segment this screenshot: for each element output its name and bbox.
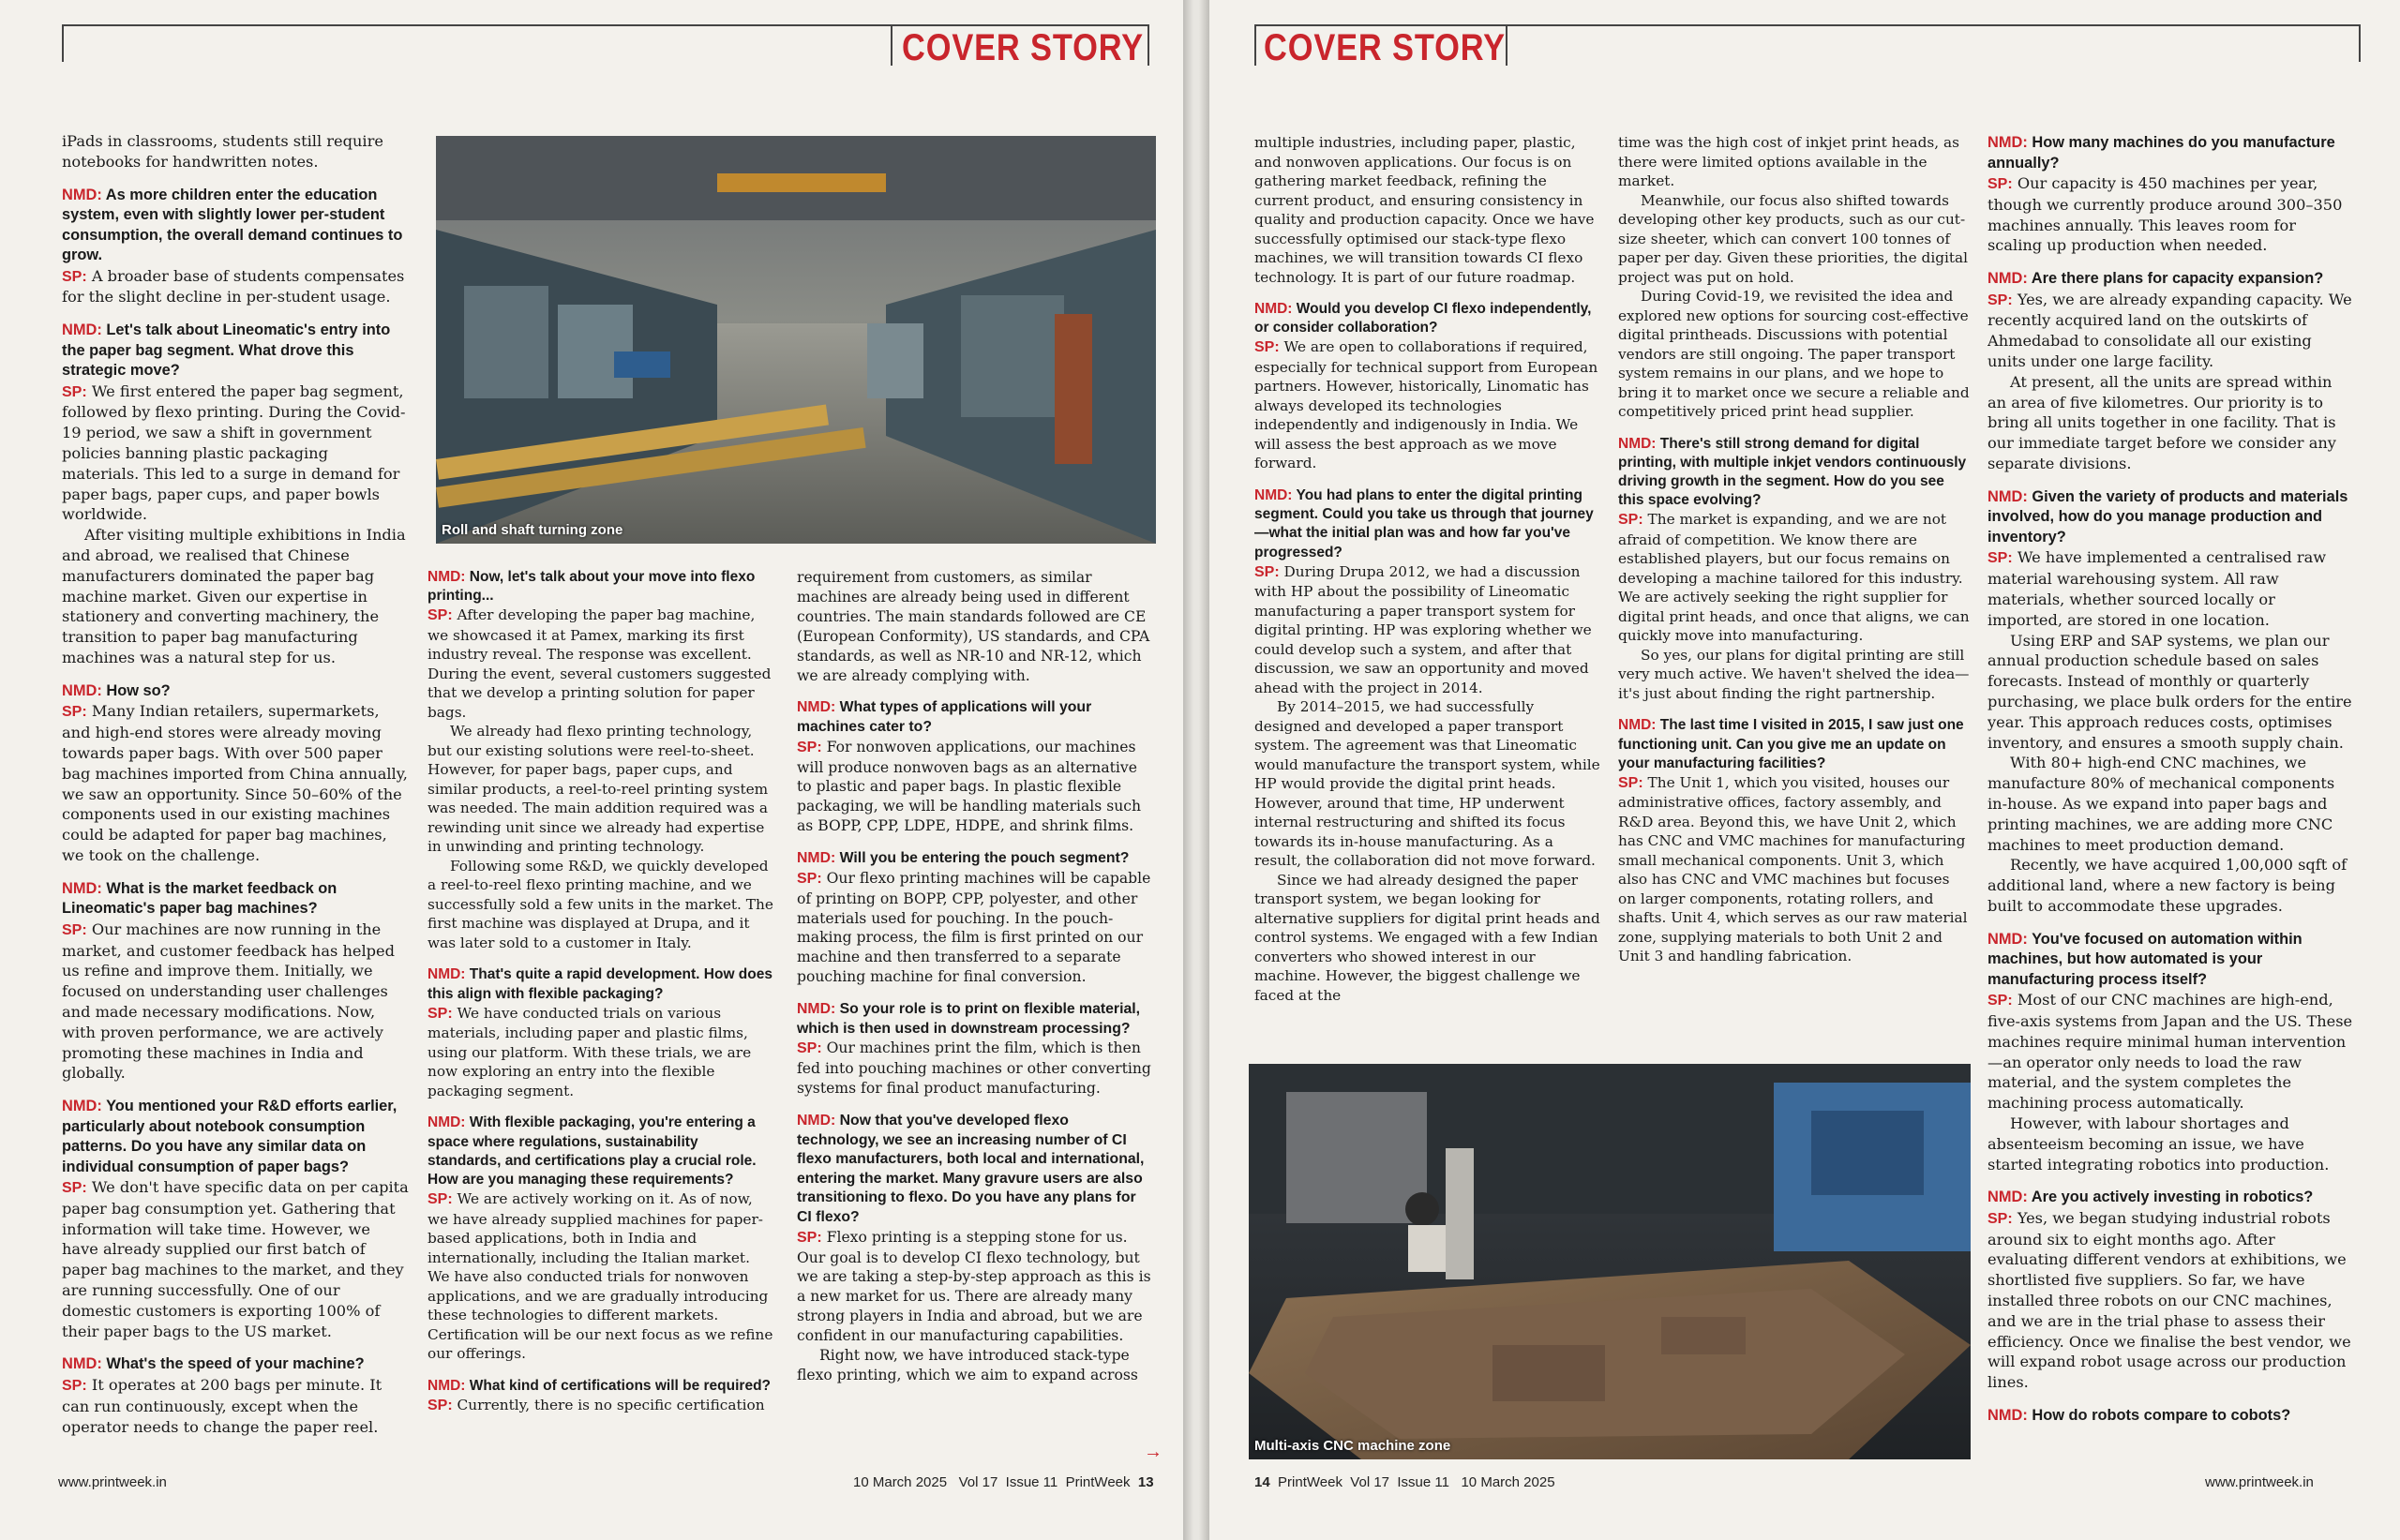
- answer-label: SP:: [62, 1377, 87, 1394]
- answer: [1988, 173, 2353, 256]
- question: [797, 849, 1153, 869]
- footer-mag: PrintWeek: [1278, 1474, 1342, 1490]
- factory-photo-image: [1249, 1064, 1971, 1459]
- question-text: Are you actively investing in robotics?: [2031, 1189, 2314, 1206]
- section-label: COVER STORY: [902, 27, 1144, 68]
- answer-text: Flexo printing is a stepping stone for us. Our goal is to develop CI flexo technology, but we are taking a step-by-step approach as this is a new market for us. There are already many strong players in India and abroad, but we are confident in our manufacturing capabilities.: [797, 1228, 1151, 1345]
- question-label: NMD:: [428, 569, 466, 585]
- paragraph: With 80+ high-end CNC machines, we manufacture 80% of mechanical components in-house. As we expand into paper bags and printing machines, we are adding more CNC machines to meet production demand.: [1988, 754, 2335, 854]
- paragraph: By 2014–2015, we had successfully designed and developed a paper transport system. The agreement was that Lineomatic would manufacture the transport system, while HP would provide the digital print heads. However, around that time, HP underwent internal restructuring and shifted its focus towards its in-house manufacturing. As a result, the collaboration did not move forward.: [1254, 698, 1600, 870]
- answer: [797, 738, 1153, 837]
- question-label: NMD:: [1988, 487, 2028, 505]
- question-text: There's still strong demand for digital printing, with multiple inkjet vendors continuously driving growth in the segment. How do you see this space evolving?: [1618, 435, 1967, 509]
- footer-mag: PrintWeek: [1065, 1474, 1131, 1490]
- answer-text: It operates at 200 bags per minute. It can run continuously, except when the operator needs to change the paper reel.: [62, 1375, 382, 1436]
- answer-text: A broader base of students compensates for the slight decline in per-student usage.: [62, 266, 405, 307]
- right-page: [1209, 0, 2400, 1540]
- answer-label: SP:: [62, 268, 87, 285]
- answer: [62, 920, 409, 1084]
- answer: [1254, 337, 1601, 473]
- question-label: NMD:: [1988, 930, 2028, 948]
- question: [797, 1112, 1153, 1228]
- answer: [62, 266, 409, 308]
- left-column-1: [62, 131, 409, 1462]
- section-label: COVER STORY: [1264, 27, 1506, 68]
- footer-date: 10 March 2025: [853, 1474, 948, 1490]
- answer-label: SP:: [62, 704, 87, 721]
- question: [1988, 930, 2353, 991]
- question-label: NMD:: [428, 966, 466, 983]
- paragraph: time was the high cost of inkjet print heads, as there were limited options available in the market.: [1618, 134, 1959, 189]
- question-text: You mentioned your R&D efforts earlier, particularly about notebook consumption patterns. Do you have any similar data on individual consumption of paper bags?: [62, 1098, 398, 1175]
- question-label: NMD:: [62, 879, 102, 897]
- answer-label: SP:: [1988, 292, 2013, 308]
- question: [428, 1114, 774, 1189]
- page-number: 14: [1254, 1474, 1270, 1490]
- answer-label: SP:: [1618, 512, 1643, 529]
- question-text: With flexible packaging, you're entering a space where regulations, sustainability standards, and certifications play a crucial role. How are you managing these requirements?: [428, 1114, 757, 1188]
- answer-label: SP:: [1988, 1210, 2013, 1227]
- footer-date: 10 March 2025: [1461, 1474, 1555, 1490]
- question-label: NMD:: [1254, 301, 1293, 317]
- paragraph: multiple industries, including paper, plastic, and nonwoven applications. Our focus is on gathering market feedback, refining the current product, and ensuring consistency in quality and production capacity. Once we have successfully optimised our stack-type flexo machines, we will transition towards CI flexo technology. It is part of our future roadmap.: [1254, 134, 1595, 286]
- answer: [1988, 547, 2353, 630]
- question: [1618, 716, 1970, 773]
- answer: [1988, 1208, 2353, 1393]
- question-text: You've focused on automation within machines, but how automated is your manufacturing process itself?: [1988, 930, 2302, 988]
- question-text: What's the speed of your machine?: [106, 1355, 365, 1373]
- header-rule-tick: [2359, 24, 2361, 62]
- left-column-2: [428, 568, 774, 1464]
- question: [797, 698, 1153, 737]
- answer-text: After developing the paper bag machine, we showcased it at Pamex, marking its first industry reveal. The response was excellent. During the event, several customers suggested that we develop a printing solution for paper bags.: [428, 606, 772, 721]
- footer-vol: Vol 17: [1350, 1474, 1390, 1490]
- paragraph: Recently, we have acquired 1,00,000 sqft of additional land, where a new factory is being built to accommodate these upgrades.: [1988, 856, 2348, 915]
- footer-folio: [853, 1474, 1154, 1490]
- question-label: NMD:: [797, 699, 836, 716]
- question-label: NMD:: [62, 1355, 102, 1373]
- question-label: NMD:: [797, 1001, 836, 1018]
- question: [428, 568, 774, 606]
- question-label: NMD:: [1618, 435, 1657, 452]
- question-label: NMD:: [1988, 270, 2028, 288]
- paragraph: However, with labour shortages and absenteeism becoming an issue, we have started integrating robotics into production.: [1988, 1114, 2330, 1174]
- question-text: As more children enter the education system, even with slightly lower per-student consumption, the overall demand continues to grow.: [62, 186, 403, 264]
- question: [62, 681, 409, 702]
- question-text: You had plans to enter the digital printing segment. Could you take us through that journey—what the initial plan was and how far you've progressed?: [1254, 486, 1594, 561]
- answer-text: Most of our CNC machines are high-end, five-axis systems from Japan and the US. These machines require minimal human intervention—an operator only needs to load the raw material, and the system completes the machining process automatically.: [1988, 991, 2353, 1113]
- footer-website: www.printweek.in: [58, 1474, 167, 1490]
- factory-photo-roll-shaft: [436, 136, 1156, 544]
- photo-caption: Multi-axis CNC machine zone: [1254, 1438, 1451, 1454]
- question: [62, 186, 409, 266]
- answer-text: We are open to collaborations if required, especially for technical support from European partners. However, historically, Linomatic has always developed its technologies independently and indigenously in India. We will assess the best approach as we move forward.: [1254, 338, 1598, 472]
- question-label: NMD:: [428, 1114, 466, 1131]
- question: [62, 1354, 409, 1375]
- question-label: NMD:: [797, 1113, 836, 1129]
- answer-label: SP:: [797, 870, 822, 887]
- answer-text: The Unit 1, which you visited, houses our administrative offices, factory assembly, and R&D area. Beyond this, we have Unit 2, which has CNC and VMC machines for manufacturing small mechanical components. Unit 3, which also has CNC and VMC machines but focuses on larger components, rotating rollers, and shafts. Unit 4, which serves as our raw material zone, supplying materials to both Unit 2 and Unit 3 and handling fabrication.: [1618, 773, 1968, 965]
- question: [62, 321, 409, 381]
- paragraph: iPads in classrooms, students still require notebooks for handwritten notes.: [62, 132, 383, 171]
- question-text: The last time I visited in 2015, I saw just one functioning unit. Can you give me an update on your manufacturing facilities?: [1618, 717, 1964, 771]
- answer-text: Currently, there is no specific certification: [457, 1396, 765, 1413]
- answer: [428, 1004, 774, 1101]
- answer-text: During Drupa 2012, we had a discussion with HP about the possibility of Lineomatic manufacturing a paper transport system for digital printing. HP was exploring whether we could develop such a system, and after that discussion, we saw an opportunity and moved ahead with the project in 2014.: [1254, 562, 1592, 696]
- answer: [1618, 510, 1970, 646]
- right-column-2: [1618, 133, 1970, 1048]
- question: [1988, 269, 2353, 290]
- paragraph: requirement from customers, as similar machines are already being used in different countries. The main standards followed are CE (European Conformity), US standards, and CPA standards, as well as NR-10 and NR-12, which we are already complying with.: [797, 569, 1150, 684]
- answer-label: SP:: [428, 1005, 453, 1022]
- answer-text: We first entered the paper bag segment, followed by flexo printing. During the Covid-19 period, we saw a shift in government policies banning plastic packaging materials. This led to a surge in demand for paper bags, paper cups, and paper bowls worldwide.: [62, 381, 406, 524]
- answer: [428, 1189, 774, 1364]
- question-label: NMD:: [62, 186, 102, 203]
- question-label: NMD:: [1618, 717, 1657, 734]
- paragraph: We already had flexo printing technology, but our existing solutions were reel-to-sheet. However, for paper bags, paper cups, and similar products, a reel-to-reel printing system was needed. The main addition required was a rewinding unit since we already had expertise in unwinding and printing technology.: [428, 723, 769, 856]
- question: [428, 965, 774, 1003]
- question-text: Given the variety of products and materials involved, how do you manage production and inventory?: [1988, 487, 2348, 546]
- photo-caption: Roll and shaft turning zone: [442, 522, 623, 538]
- right-column-3: [1988, 133, 2353, 1470]
- continue-arrow-icon: →: [1144, 1442, 1162, 1462]
- answer-text: Many Indian retailers, supermarkets, and high-end stores were already moving towards paper bags. With over 500 paper bag machines imported from China annually, we saw an opportunity. Since 50–60% of the components used in our existing machines could be adapted for paper bag machines, we took on the challenge.: [62, 702, 408, 864]
- answer-text: We have conducted trials on various materials, including paper and plastic films, using our platform. With these trials, we are now exploring an entry into the flexible packaging segment.: [428, 1004, 752, 1099]
- question: [1618, 435, 1970, 511]
- question: [62, 1097, 409, 1177]
- answer-label: SP:: [428, 1191, 453, 1208]
- answer: [1618, 773, 1970, 966]
- answer: [1988, 290, 2353, 372]
- answer-label: SP:: [797, 1040, 822, 1057]
- question: [1988, 1406, 2353, 1427]
- question-label: NMD:: [1988, 1407, 2028, 1425]
- question-text: Will you be entering the pouch segment?: [839, 850, 1130, 867]
- question: [1254, 300, 1601, 337]
- question: [1988, 487, 2353, 548]
- page-gutter: [1183, 0, 1209, 1540]
- question: [1254, 486, 1601, 562]
- answer-text: Yes, we began studying industrial robots around six to eight months ago. After evaluating different vendors at exhibitions, we shortlisted five suppliers. So far, we have installed three robots on our CNC machines, and we are in the trial phase to assess their efficiency. Once we finalise the best vendor, we will expand robot usage across our production lines.: [1988, 1208, 2351, 1392]
- question-text: How many machines do you manufacture annually?: [1988, 134, 2335, 172]
- answer-text: We don't have specific data on per capita paper bag consumption yet. Gathering that information will take time. However, we have already supplied our first batch of paper bag machines to the market, and they are running successfully. One of our domestic customers is exporting 100% of their paper bags to the US market.: [62, 1178, 409, 1340]
- left-page: [0, 0, 1183, 1540]
- paragraph: Using ERP and SAP systems, we plan our annual production schedule based on sales forecasts. Instead of monthly or quarterly purchasing, we place bulk orders for the entire year. This approach reduces costs, optimises inventory, and ensures a smooth supply chain.: [1988, 631, 2352, 752]
- question-label: NMD:: [1254, 486, 1293, 503]
- paragraph: Right now, we have introduced stack-type flexo printing, which we aim to expand across: [797, 1347, 1138, 1383]
- question-text: That's quite a rapid development. How does this align with flexible packaging?: [428, 966, 772, 1002]
- footer-folio: [1254, 1474, 1555, 1490]
- question-text: How do robots compare to cobots?: [2032, 1407, 2291, 1425]
- answer-text: We have implemented a centralised raw material warehousing system. All raw materials, whether sourced locally or imported, are stored in one location.: [1988, 548, 2327, 629]
- header-rule-tick: [62, 24, 64, 62]
- answer: [1254, 562, 1601, 698]
- answer-text: Our machines are now running in the market, and customer feedback has helped us refine and improve them. Initially, we focused on understanding user challenges and made necessary modifications. Now, with proven performance, we are actively promoting these machines in India and globally.: [62, 920, 395, 1083]
- footer-issue: Issue 11: [1397, 1474, 1449, 1490]
- answer-text: The market is expanding, and we are not afraid of competition. We know there are established players, but our focus remains on developing a machine tailored for this industry. We are actively seeking the right supplier for digital print heads, and once that aligns, we can quickly move into manufacturing.: [1618, 511, 1970, 645]
- answer-label: SP:: [1988, 550, 2013, 567]
- question-label: NMD:: [62, 321, 102, 339]
- question-text: Now, let's talk about your move into flexo printing...: [428, 569, 756, 605]
- question-text: How so?: [106, 681, 171, 699]
- answer: [62, 701, 409, 865]
- question-text: So your role is to print on flexible material, which is then used in downstream processing?: [797, 1001, 1141, 1037]
- question-label: NMD:: [1988, 1189, 2028, 1206]
- question: [797, 1000, 1153, 1039]
- answer-label: SP:: [1988, 993, 2013, 1009]
- question-text: Would you develop CI flexo independently, or consider collaboration?: [1254, 301, 1592, 336]
- question-label: NMD:: [62, 1098, 102, 1115]
- answer-label: SP:: [428, 1397, 453, 1413]
- paragraph: At present, all the units are spread within an area of five kilometres. Our priority is to bring all units together in one facility. That is our immediate target before we consider any separate divisions.: [1988, 372, 2336, 473]
- question-label: NMD:: [62, 681, 102, 699]
- paragraph: During Covid-19, we revisited the idea and explored new options for sourcing cost-effective digital printheads. Discussions with potential vendors are still ongoing. The paper transport system remains in our plans, and we hope to bring it to market once we secure a reliable and competitively priced print head supplier.: [1618, 288, 1970, 420]
- answer-text: Our flexo printing machines will be capable of printing on BOPP, CPP, polyester, and other materials used for pouching. In the pouch-making process, the film is first printed on our machine and then transferred to a separate pouching machine for final conversion.: [797, 869, 1151, 986]
- answer-label: SP:: [797, 1229, 822, 1246]
- answer-text: Our capacity is 450 machines per year, though we currently produce around 300–350 machines annually. This leaves room for scaling up production when needed.: [1988, 174, 2343, 255]
- question: [428, 1377, 774, 1396]
- page-number: 13: [1137, 1474, 1154, 1490]
- paragraph: Since we had already designed the paper transport system, we began looking for alternative suppliers for digital print heads and control systems. We engaged with a few Indian converters who showed interest in our machine. However, the biggest challenge we faced at the: [1254, 871, 1600, 1004]
- answer-text: Yes, we are already expanding capacity. We recently acquired land on the outskirts of Ahmedabad to consolidate all our existing units under one large facility.: [1988, 290, 2352, 371]
- answer-label: SP:: [1618, 774, 1643, 791]
- question-text: What is the market feedback on Lineomatic's paper bag machines?: [62, 879, 338, 918]
- paragraph: Following some R&D, we quickly developed a reel-to-reel flexo printing machine, and we successfully sold a few units in the market. The first machine was displayed at Drupa, and it was later sold to a customer in Italy.: [428, 857, 773, 951]
- answer: [428, 1396, 774, 1416]
- answer-text: For nonwoven applications, our machines will produce nonwoven bags as an alternative to plastic and paper bags. In plastic flexible packaging, we will be handling materials such as BOPP, CPP, LDPE, HDPE, and shrink films.: [797, 738, 1142, 835]
- question-text: What kind of certifications will be required?: [469, 1377, 772, 1394]
- factory-photo-image: [436, 136, 1156, 544]
- answer: [797, 869, 1153, 987]
- answer: [797, 1039, 1153, 1099]
- factory-photo-cnc: [1249, 1064, 1971, 1459]
- question-label: NMD:: [428, 1377, 466, 1394]
- left-column-3: [797, 568, 1153, 1464]
- answer-label: SP:: [1254, 339, 1280, 356]
- answer-label: SP:: [62, 383, 87, 400]
- question-text: What types of applications will your machines cater to?: [797, 699, 1092, 736]
- answer: [62, 1375, 409, 1437]
- question-text: Now that you've developed flexo technology, we see an increasing number of CI flexo manufacturers, both local and international, entering the market. Many gravure users are also transitioning to flexo. Do you have any plans for CI flexo?: [797, 1113, 1145, 1226]
- paragraph: After visiting multiple exhibitions in India and abroad, we realised that Chinese manufacturers dominated the paper bag machine market. Given our expertise in stationery and converting machinery, the transition to paper bag manufacturing machines was a natural step for us.: [62, 526, 406, 667]
- footer-issue: Issue 11: [1005, 1474, 1058, 1490]
- answer-label: SP:: [62, 921, 87, 938]
- footer-website: www.printweek.in: [2205, 1474, 2314, 1490]
- right-column-1: [1254, 133, 1601, 1048]
- answer-label: SP:: [1254, 563, 1280, 580]
- answer: [428, 606, 774, 722]
- paragraph: So yes, our plans for digital printing are still very much active. We haven't shelved the idea—it's just about finding the right partnership.: [1618, 646, 1970, 702]
- answer-label: SP:: [1988, 176, 2013, 192]
- answer: [1988, 990, 2353, 1114]
- question: [62, 879, 409, 920]
- question-label: NMD:: [797, 850, 836, 867]
- question: [1988, 133, 2353, 173]
- footer-vol: Vol 17: [958, 1474, 998, 1490]
- answer-text: We are actively working on it. As of now, we have already supplied machines for paper-based applications, both in India and internationally, including the Italian market. We have also conducted trials for nonwoven applications, and we are gradually introducing these technologies to different markets. Certification will be our next focus as we refine our offerings.: [428, 1190, 773, 1363]
- paragraph: Meanwhile, our focus also shifted towards developing other key products, such as our cut-size sheeter, which can convert 100 tonnes of paper per day. Given these priorities, the digital project was put on hold.: [1618, 191, 1969, 286]
- answer-label: SP:: [62, 1180, 87, 1197]
- answer: [62, 1177, 409, 1341]
- question-text: Are there plans for capacity expansion?: [2031, 270, 2324, 288]
- question: [1988, 1188, 2353, 1208]
- answer: [797, 1228, 1153, 1346]
- question-text: Let's talk about Lineomatic's entry into the paper bag segment. What drove this strategic move?: [62, 321, 391, 380]
- answer-label: SP:: [797, 739, 822, 755]
- answer: [62, 381, 409, 526]
- answer-text: Our machines print the film, which is then fed into pouching machines or other converting systems for final product manufacturing.: [797, 1039, 1151, 1098]
- question-label: NMD:: [1988, 134, 2028, 151]
- answer-label: SP:: [428, 607, 453, 624]
